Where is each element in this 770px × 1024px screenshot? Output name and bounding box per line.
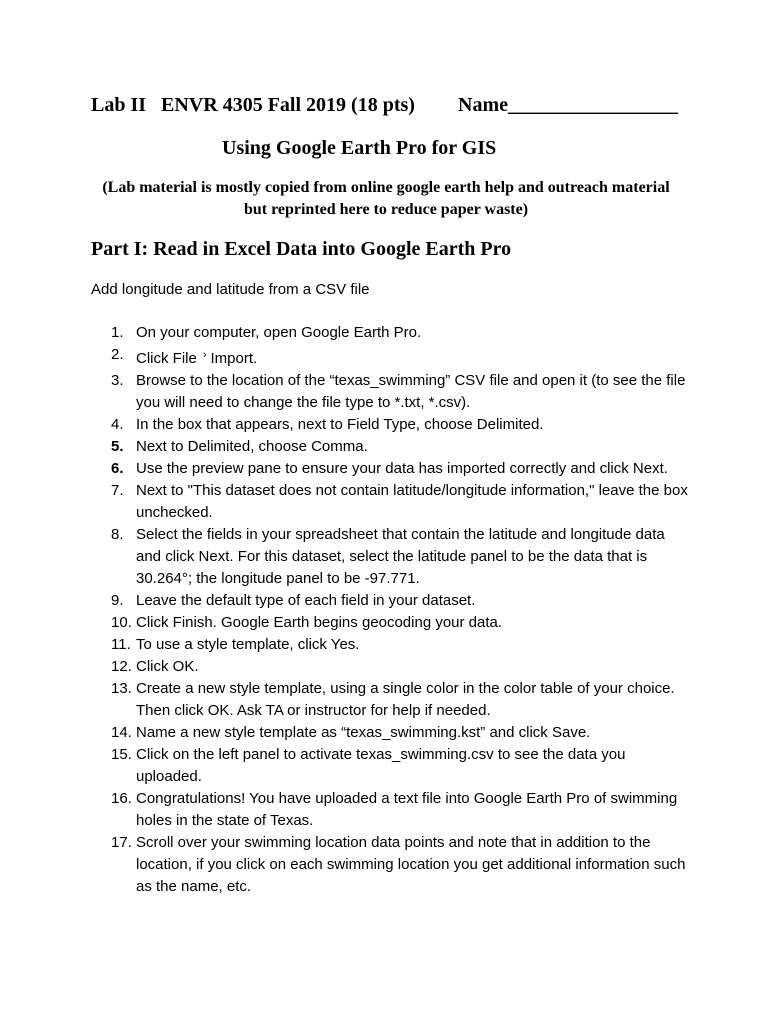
step-text: On your computer, open Google Earth Pro. [136,324,422,341]
document-subtitle: Using Google Earth Pro for GIS [222,137,497,159]
list-item [91,436,691,458]
step-number: 5. [111,438,124,455]
step-text: To use a style template, click Yes. [136,636,360,653]
part-intro: Add longitude and latitude from a CSV file [91,281,370,298]
step-text: Name a new style template as “texas_swimming.kst” and click Save. [136,724,591,741]
list-item [91,414,691,436]
list-item [91,322,691,344]
list-item [91,370,691,414]
list-item [91,524,691,590]
chevron-right-icon: › [202,349,207,361]
list-item [91,832,691,898]
step-text: Use the preview pane to ensure your data has imported correctly and click Next. [136,460,668,477]
step-text: Scroll over your swimming location data points and note that in addition to the location, if you click on each swimming location you get additional information such as the name, etc. [136,834,686,895]
step-text: Import. [210,350,258,367]
list-item [91,678,691,722]
list-item [91,788,691,832]
step-text: Click File [136,350,197,367]
step-text: Click on the left panel to activate texas_swimming.csv to see the data you uploaded. [136,746,626,785]
step-text: Leave the default type of each field in your dataset. [136,592,476,609]
step-number: 1. [111,324,124,341]
step-number: 12. [111,658,132,675]
list-item [91,480,691,524]
step-text: Browse to the location of the “texas_swimming” CSV file and open it (to see the file you will need to change the file type to *.txt, *.csv). [136,372,686,411]
step-number: 10. [111,614,132,631]
step-text: Select the fields in your spreadsheet that contain the latitude and longitude data and click Next. For this dataset, select the latitude panel to be the data that is 30.264°; the longitude panel to be -97.771. [136,526,665,587]
step-number: 16. [111,790,132,807]
step-number: 13. [111,680,132,697]
list-item [91,612,691,634]
step-text: Create a new style template, using a single color in the color table of your choice. Then click OK. Ask TA or instructor for help if needed. [136,680,675,719]
step-text: Congratulations! You have uploaded a text file into Google Earth Pro of swimming holes in the state of Texas. [136,790,678,829]
step-number: 14. [111,724,132,741]
step-text: Click OK. [136,658,199,675]
step-number: 17. [111,834,132,851]
step-number: 4. [111,416,124,433]
step-number: 6. [111,460,124,477]
list-item [91,656,691,678]
step-text: Next to "This dataset does not contain latitude/longitude information," leave the box unchecked. [136,482,688,521]
step-text: Click Finish. Google Earth begins geocoding your data. [136,614,503,631]
step-number: 8. [111,526,124,543]
part-title: Part I: Read in Excel Data into Google Earth Pro [91,238,512,260]
source-note: (Lab material is mostly copied from online google earth help and outreach material but reprinted here to reduce paper waste) [102,179,670,218]
step-number: 11. [111,636,131,653]
list-item [91,458,691,480]
step-number: 3. [111,372,124,389]
list-item [91,744,691,788]
steps-list [91,322,691,898]
list-item [91,344,691,370]
step-number: 15. [111,746,132,763]
list-item [91,722,691,744]
lab-title: Lab II ENVR 4305 Fall 2019 (18 pts) [91,94,415,116]
step-number: 7. [111,482,124,499]
list-item [91,634,691,656]
list-item [91,590,691,612]
step-number: 9. [111,592,124,609]
lab-header [91,94,678,117]
step-text: Next to Delimited, choose Comma. [136,438,368,455]
step-number: 2. [111,346,124,363]
name-field: Name_________________ [458,94,678,116]
step-text: In the box that appears, next to Field Type, choose Delimited. [136,416,544,433]
